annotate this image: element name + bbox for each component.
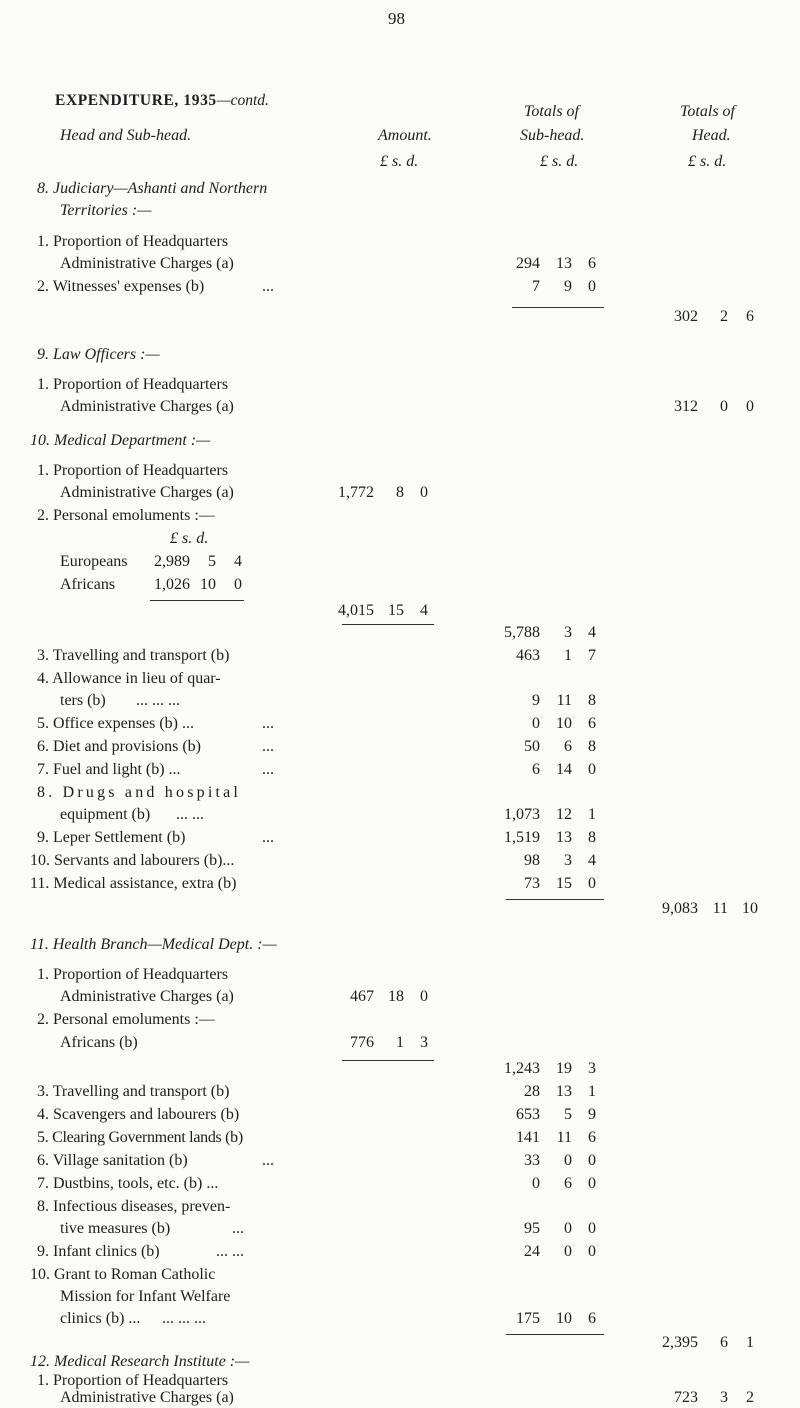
inner-pounds: 2,989 [154, 553, 190, 570]
head-total-pence: 6 [746, 308, 754, 325]
head-total-shillings: 3 [720, 1389, 728, 1406]
item-label-cont: Administrative Charges (a) [60, 398, 234, 415]
column-header-subhead-2: Sub-head. [520, 127, 585, 144]
item-dots: ... ... [216, 1243, 244, 1260]
item-label: 10. Grant to Roman Catholic [30, 1266, 216, 1283]
item-label-cont: clinics (b) ... [60, 1310, 141, 1327]
item-label: Africans [60, 576, 116, 593]
subhead-pounds: 7 [532, 278, 540, 295]
amount-pence: 4 [420, 602, 428, 619]
column-header-head-totals-1: Totals of [680, 103, 735, 120]
subhead-pence: 6 [588, 1310, 596, 1327]
head-total-pounds: 2,395 [662, 1334, 698, 1351]
sum-rule [342, 1060, 434, 1061]
amount-pounds: 4,015 [338, 602, 374, 619]
item-label-cont: ters (b) [60, 692, 106, 709]
subhead-pence: 0 [588, 1220, 596, 1237]
amount-pounds: 1,772 [338, 484, 374, 501]
subhead-pounds: 175 [516, 1310, 540, 1327]
sum-rule [506, 1334, 604, 1335]
inner-pounds: 1,026 [154, 576, 190, 593]
amount-shillings: 18 [388, 988, 404, 1005]
column-lsd-amount: £ s. d. [380, 153, 419, 170]
sum-rule [512, 307, 604, 308]
item-label: 1. Proportion of Headquarters [37, 966, 229, 983]
inner-pence: 0 [234, 576, 242, 593]
subhead-shillings: 14 [556, 761, 572, 778]
subhead-pence: 0 [588, 1175, 596, 1192]
item-label: 9. Leper Settlement (b) [37, 829, 186, 846]
item-dots: ... ... [176, 806, 204, 823]
item-dots: ... [262, 738, 274, 755]
subhead-shillings: 11 [556, 692, 572, 709]
subhead-pounds: 6 [532, 761, 540, 778]
head-total-shillings: 6 [720, 1334, 728, 1351]
subhead-pounds: 24 [524, 1243, 540, 1260]
subhead-pounds: 33 [524, 1152, 540, 1169]
subhead-shillings: 13 [556, 829, 572, 846]
item-label: 6. Village sanitation (b) [37, 1152, 188, 1169]
amount-shillings: 15 [388, 602, 404, 619]
subhead-pence: 8 [588, 829, 596, 846]
item-dots: ... ... ... [162, 1310, 206, 1327]
item-dots: ... [262, 715, 274, 732]
subhead-shillings: 13 [556, 255, 572, 272]
head-total-pounds: 723 [674, 1389, 698, 1406]
column-header-head: Head and Sub-head. [60, 127, 192, 144]
item-label: 8. Drugs and hospital [37, 784, 242, 801]
column-lsd-subhead: £ s. d. [540, 153, 579, 170]
item-label-cont: Administrative Charges (a) [60, 255, 234, 272]
subhead-pounds: 1,243 [504, 1060, 540, 1077]
item-label-cont: equipment (b) [60, 806, 151, 823]
head-12-title: 12. Medical Research Institute :— [30, 1353, 250, 1370]
item-label: 1. Proportion of Headquarters [37, 462, 229, 479]
subhead-shillings: 19 [556, 1060, 572, 1077]
inner-shillings: 10 [200, 576, 216, 593]
item-label: 1. Proportion of Headquarters [37, 1372, 229, 1389]
subhead-pence: 6 [588, 255, 596, 272]
subhead-pounds: 1,073 [504, 806, 540, 823]
inner-lsd-header: £ s. d. [170, 530, 209, 547]
amount-pence: 0 [420, 988, 428, 1005]
subhead-pence: 0 [588, 1152, 596, 1169]
head-total-pence: 10 [742, 900, 758, 917]
subhead-pounds: 141 [516, 1129, 540, 1146]
item-label: 1. Proportion of Headquarters [37, 233, 229, 250]
subhead-pounds: 0 [532, 715, 540, 732]
subhead-pence: 8 [588, 692, 596, 709]
item-dots: ... [262, 829, 274, 846]
head-11-title: 11. Health Branch—Medical Dept. :— [30, 936, 277, 953]
subhead-shillings: 10 [556, 1310, 572, 1327]
subhead-pounds: 1,519 [504, 829, 540, 846]
item-label: 2. Witnesses' expenses (b) [37, 278, 205, 295]
column-header-head-totals-2: Head. [692, 127, 731, 144]
inner-pence: 4 [234, 553, 242, 570]
subhead-shillings: 5 [564, 1106, 572, 1123]
item-label-cont: Administrative Charges (a) [60, 988, 234, 1005]
head-total-pounds: 302 [674, 308, 698, 325]
subhead-pence: 1 [588, 806, 596, 823]
item-label-cont: Mission for Infant Welfare [60, 1288, 231, 1305]
amount-shillings: 1 [396, 1034, 404, 1051]
subhead-pounds: 73 [524, 875, 540, 892]
item-dots: ... [262, 278, 274, 295]
subhead-shillings: 0 [564, 1220, 572, 1237]
item-label: 4. Scavengers and labourers (b) [37, 1106, 240, 1123]
item-label: 4. Allowance in lieu of quar- [37, 670, 221, 687]
page-number: 98 [388, 9, 405, 28]
subhead-pence: 6 [588, 1129, 596, 1146]
subhead-shillings: 9 [564, 278, 572, 295]
subhead-pence: 4 [588, 624, 596, 641]
amount-pence: 3 [420, 1034, 428, 1051]
item-label: 1. Proportion of Headquarters [37, 376, 229, 393]
item-label-cont: tive measures (b) [60, 1220, 171, 1237]
item-label: Europeans [60, 553, 128, 570]
subhead-pounds: 653 [516, 1106, 540, 1123]
head-total-pounds: 312 [674, 398, 698, 415]
head-total-shillings: 2 [720, 308, 728, 325]
item-label-cont: Administrative Charges (a) [60, 1389, 234, 1406]
subhead-pounds: 9 [532, 692, 540, 709]
head-10-title: 10. Medical Department :— [30, 432, 211, 449]
column-header-subhead-1: Totals of [524, 103, 579, 120]
amount-pounds: 776 [350, 1034, 374, 1051]
head-total-pounds: 9,083 [662, 900, 698, 917]
subhead-shillings: 11 [556, 1129, 572, 1146]
item-label: 3. Travelling and transport (b) [37, 1083, 230, 1100]
subhead-pence: 3 [588, 1060, 596, 1077]
column-lsd-head: £ s. d. [688, 153, 727, 170]
sum-rule [342, 624, 434, 625]
subhead-pounds: 463 [516, 647, 540, 664]
subhead-shillings: 1 [564, 647, 572, 664]
subhead-pence: 1 [588, 1083, 596, 1100]
subhead-pence: 8 [588, 738, 596, 755]
item-label: 2. Personal emoluments :— [37, 507, 215, 524]
subhead-pounds: 294 [516, 255, 540, 272]
item-label: 11. Medical assistance, extra (b) [30, 875, 237, 892]
subhead-pence: 0 [588, 1243, 596, 1260]
subhead-pounds: 95 [524, 1220, 540, 1237]
item-label: 2. Personal emoluments :— [37, 1011, 215, 1028]
item-label: 6. Diet and provisions (b) [37, 738, 201, 755]
amount-pounds: 467 [350, 988, 374, 1005]
head-total-pence: 0 [746, 398, 754, 415]
amount-shillings: 8 [396, 484, 404, 501]
subhead-pounds: 5,788 [504, 624, 540, 641]
amount-pence: 0 [420, 484, 428, 501]
item-label: 3. Travelling and transport (b) [37, 647, 230, 664]
head-8-title: 8. Judiciary—Ashanti and Northern [37, 180, 268, 197]
page-title: EXPENDITURE, 1935—contd. [55, 92, 269, 109]
item-label: 7. Dustbins, tools, etc. (b) ... [37, 1175, 219, 1192]
item-label: 9. Infant clinics (b) [37, 1243, 160, 1260]
column-header-amount: Amount. [378, 127, 432, 144]
head-8-title-cont: Territories :— [60, 202, 152, 219]
item-dots: ... ... ... [136, 692, 180, 709]
subhead-shillings: 10 [556, 715, 572, 732]
subhead-pence: 0 [588, 875, 596, 892]
subhead-shillings: 6 [564, 738, 572, 755]
subhead-shillings: 0 [564, 1152, 572, 1169]
subhead-pence: 6 [588, 715, 596, 732]
subhead-shillings: 3 [564, 624, 572, 641]
subhead-shillings: 6 [564, 1175, 572, 1192]
subhead-pounds: 98 [524, 852, 540, 869]
subhead-pence: 9 [588, 1106, 596, 1123]
head-total-shillings: 11 [712, 900, 728, 917]
head-9-title: 9. Law Officers :— [37, 346, 160, 363]
subhead-shillings: 13 [556, 1083, 572, 1100]
subhead-pence: 4 [588, 852, 596, 869]
subhead-pounds: 0 [532, 1175, 540, 1192]
subhead-shillings: 12 [556, 806, 572, 823]
head-total-pence: 1 [746, 1334, 754, 1351]
subhead-shillings: 3 [564, 852, 572, 869]
item-label-cont: Administrative Charges (a) [60, 484, 234, 501]
head-total-pence: 2 [746, 1389, 754, 1406]
sum-rule [506, 899, 604, 900]
head-total-shillings: 0 [720, 398, 728, 415]
item-label: 7. Fuel and light (b) ... [37, 761, 181, 778]
subhead-shillings: 0 [564, 1243, 572, 1260]
inner-shillings: 5 [208, 553, 216, 570]
item-label: 8. Infectious diseases, preven- [37, 1198, 231, 1215]
subhead-shillings: 15 [556, 875, 572, 892]
subhead-pence: 7 [588, 647, 596, 664]
sum-rule [150, 600, 244, 601]
item-dots: ... [262, 761, 274, 778]
subhead-pounds: 50 [524, 738, 540, 755]
subhead-pounds: 28 [524, 1083, 540, 1100]
item-label: 10. Servants and labourers (b)... [30, 852, 235, 869]
subhead-pence: 0 [588, 278, 596, 295]
item-dots: ... [262, 1152, 274, 1169]
item-dots: ... [232, 1220, 244, 1237]
item-label: 5. Clearing Government lands (b) [37, 1129, 243, 1146]
subhead-pence: 0 [588, 761, 596, 778]
item-label: 5. Office expenses (b) ... [37, 715, 194, 732]
item-label: Africans (b) [60, 1034, 138, 1051]
